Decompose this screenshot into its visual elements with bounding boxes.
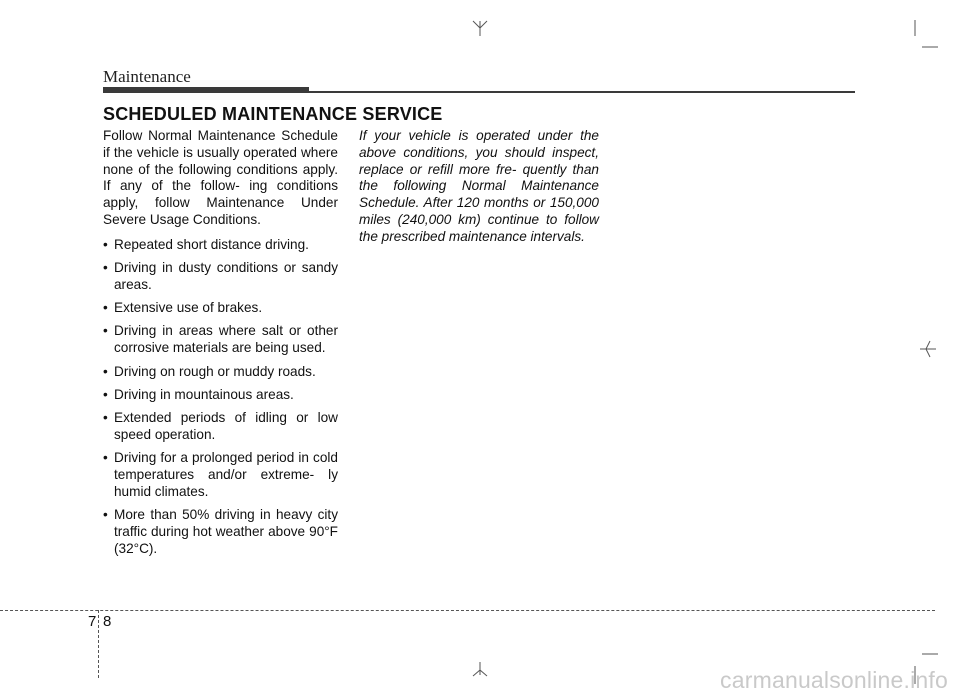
- left-column: [103, 128, 338, 564]
- list-item-text: Driving on rough or muddy roads.: [114, 363, 316, 379]
- bullet-icon: •: [103, 236, 108, 252]
- bullet-icon: •: [103, 323, 108, 339]
- list-item-text: Driving for a prolonged period in cold temperatures and/or extreme- ly humid climates.: [114, 450, 338, 499]
- list-item: [103, 260, 338, 294]
- footer-divider: [98, 610, 99, 678]
- bullet-icon: •: [103, 260, 108, 276]
- list-item: [103, 237, 338, 254]
- list-item: [103, 300, 338, 317]
- bullet-icon: •: [103, 450, 108, 466]
- bullet-icon: •: [103, 410, 108, 426]
- section-label: Maintenance: [103, 67, 191, 86]
- intro-paragraph: Follow Normal Maintenance Schedule if the vehicle is usually operated where none of the following conditions apply. If any of the follow- ing conditions apply, follow Maintenance Under Severe Usage Conditions.: [103, 128, 338, 227]
- list-item-text: Extensive use of brakes.: [114, 300, 263, 316]
- list-item-text: Driving in dusty conditions or sandy areas.: [114, 260, 338, 292]
- list-item: [103, 323, 338, 357]
- watermark: carmanualsonline.info: [720, 667, 948, 693]
- bullet-icon: •: [103, 363, 108, 379]
- bullet-icon: •: [103, 386, 108, 402]
- list-item-text: More than 50% driving in heavy city traffic during hot weather above 90°F (32°C).: [114, 507, 338, 556]
- list-item: [103, 450, 338, 500]
- page-title: SCHEDULED MAINTENANCE SERVICE: [103, 104, 443, 124]
- list-item: [103, 387, 338, 404]
- registration-mark-bottom-center: [470, 660, 490, 680]
- header-rule-thin: [309, 91, 855, 93]
- page-number: 8: [103, 613, 112, 630]
- registration-mark-top-center: [470, 18, 490, 38]
- header-rule-thick: [103, 87, 309, 93]
- list-item-text: Driving in areas where salt or other corrosive materials are being used.: [114, 323, 338, 356]
- list-item-text: Repeated short distance driving.: [114, 236, 309, 252]
- list-item: [103, 507, 338, 557]
- chapter-number: 7: [88, 613, 97, 630]
- bullet-icon: •: [103, 507, 108, 523]
- crop-mark-top-right: [910, 18, 940, 50]
- list-item-text: Extended periods of idling or low speed operation.: [114, 410, 338, 442]
- list-item: [103, 410, 338, 444]
- list-item-text: Driving in mountainous areas.: [114, 386, 294, 402]
- severe-usage-note: If your vehicle is operated under the above conditions, you should inspect, replace or refill more fre- quently than the following Normal Maintenance Schedule. After 120 months or 150,000 miles (240,000 km) continue to follow the prescribed maintenance intervals.: [359, 128, 599, 244]
- bullet-icon: •: [103, 300, 108, 316]
- list-item: [103, 364, 338, 381]
- footer-rule: [0, 610, 935, 611]
- conditions-list: [103, 237, 338, 558]
- registration-mark-right-middle: [918, 338, 938, 360]
